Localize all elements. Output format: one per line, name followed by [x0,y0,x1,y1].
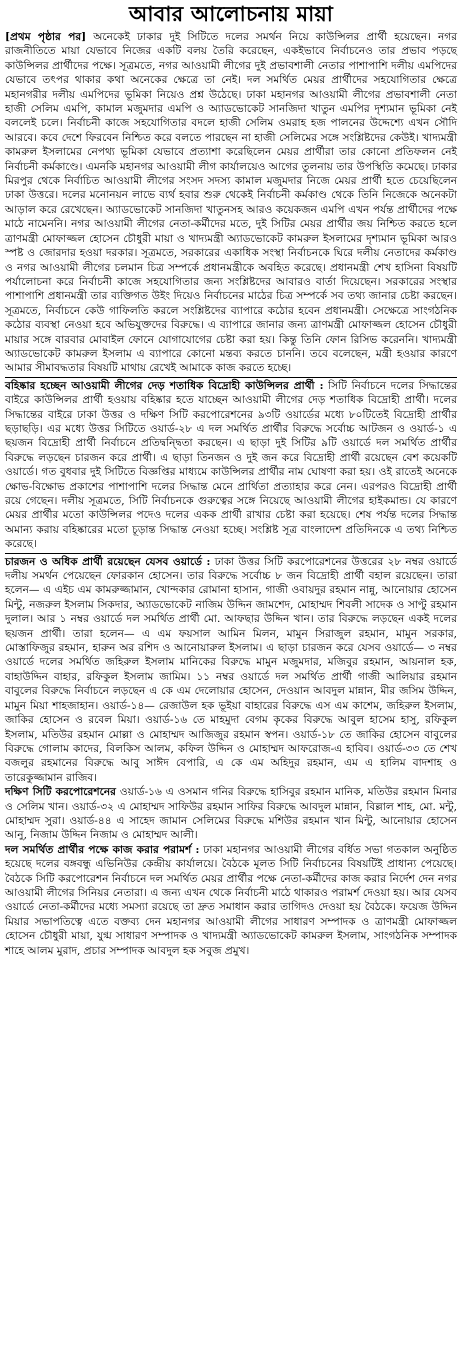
section-paragraph [5,379,457,552]
section-heading: দক্ষিণ সিটি করপোরেশনের [5,786,116,799]
section-divider [5,553,457,554]
section-heading: চারজন ও অধিক প্রার্থী রয়েছেন যেসব ওয়ার্ডে : [5,555,211,568]
section-text: ওয়ার্ড-১৬ এ ওসমান গনির বিরুদ্ধে হাসিবুর রহমান মানিক, মতিউর রহমান মিনার ও সেলিম খান। ওয়ার্ড-৩২ এ মোহাম্মদ সাফিউর রহমান সাফির বিরুদ্ধে আবদুল মান্নান, বিল্লাল শাহ, মো. মন্টু, মোহাম্মদ সুরা। ওয়ার্ড-৪৪ এ সাহেদ জামান সেলিমের বিরুদ্ধে মশিউর রহমান খান মিন্টু, আনোয়ার হোসেন আনু, নিজাম উদ্দিন নিজাম ও মোহাম্মদ আলী। [5,786,457,842]
section-paragraph [5,843,457,958]
article-body [5,30,457,958]
section-text: ঢাকা উত্তর সিটি করপোরেশনের উত্তরের ২৮ নম্বর ওয়ার্ডে দলীয় সমর্থন পেয়েছেন ফোরকান হোসেন। তার বিরুদ্ধে সর্বোচ্চ ৮ জন বিদ্রোহী প্রার্থী বহাল রয়েছেন। তারা হলেন— এ এইচ এম কামরুজ্জামান, খোন্দকার রোমানা হাসান, গাজী ওবায়দুর রহমান নান্নু, আনোয়ার হোসেন মিন্টু, নজরুল ইসলাম সিকদার, অ্যাডভোকেট নাজিম উদ্দিন জামশেদ, মোহাম্মদ শিবলী সাদেক ও সাণ্টু রহমান দুলাল। আর ১ নম্বর ওয়ার্ডে দল সমর্থিত প্রার্থী মো. আফছার উদ্দিন খান। তার বিরুদ্ধে লড়ছেন একই দলের ছয়জন প্রার্থী। তারা হলেন— এ এম ফয়সাল আমিন মিলন, মামুন সিরাজুল রহমান, মামুন সরকার, মোস্তাফিজুর রহমান, হারুন অর রশিদ ও আনোয়ারুল ইসলাম। এ ছাড়া চারজন করে যেসব ওয়ার্ডে— ৩ নম্বর ওয়ার্ডে দলের সমর্থিত জহিরুল ইসলাম মানিকের বিরুদ্ধে মামুন মজুমদার, মজিবুর রহমান, আয়নাল হক, বাহাউদ্দিন বাহার, রফিকুল ইসলাম জামিম। ১১ নম্বর ওয়ার্ডে দল সমর্থিত প্রার্থী গাজী আলিয়ার রহমান বাবুলের বিরুদ্ধে নির্বাচনে লড়ছেন এ কে এম দেলোয়ার হোসেন, দেওয়ান আবদুল মান্নান, মীর জসিম উদ্দিন, মামুন মিয়া শাহজাহান। ওয়ার্ড-১৪— রেজাউল হক ভূইয়া বাহারের বিরুদ্ধে এস এম কাশেম, জহিরুল ইসলাম, জাকির হোসেন ও রবেল মিয়া। ওয়ার্ড-১৬ তে মাহমুদা বেগম কৃকের বিরুদ্ধে আবুল হাসেম হাসু, রফিকুল ইসলাম, মতিউর রহমান মোল্লা ও মোহাম্মদ আজিজুর রহমান স্বপন। ওয়ার্ড-১৮ তে জাকির হোসেন বাবুলের বিরুদ্ধে গোলাম কাদের, বিলকিস আলম, কফিল উদ্দিন ও মোহাম্মদ আফরোজ-এ হাবিব। ওয়ার্ড-৩৩ তে শেখ বজলুর রহমানের বিরুদ্ধে আবু সাঈদ বেপারি, এ কে এম অহিদুর রহমান, এম এ হালিম বাদশাহ ও তারেকুজ্জামান রাজিব। [5,555,457,784]
section-text: ঢাকা মহানগর আওয়ামী লীগের বর্ধিত সভা গতকাল অনুষ্ঠিত হয়েছে দলের বঙ্গবন্ধু এভিনিউর কেন্দ্রীয় কার্যালয়ে। বৈঠকে মূলত সিটি নির্বাচনের বিষয়টিই প্রাধান্য পেয়েছে। বৈঠকে সিটি করপোরেশন নির্বাচনে দল সমর্থিত মেয়র প্রার্থীর পক্ষে নেতা-কর্মীদের কাজ করার নির্দেশ দেন নগর আওয়ামী লীগের সিনিয়র নেতারা। এ জন্য এখন থেকে নির্বাচনী মাঠে থাকারও পরামর্শ দেওয়া হয়। আর যেসব ওয়ার্ডে নেতা-কর্মীদের মধ্যে সমস্যা রয়েছে তা দ্রুত সমাধান করার তাগিদও দেওয়া হয় বৈঠকে। ফয়েজ উদ্দিন মিয়ার সভাপতিত্বে এতে বক্তব্য দেন মহানগর আওয়ামী লীগের সাধারণ সম্পাদক ও ত্রাণমন্ত্রী মোফাজ্জল হোসেন চৌধুরী মায়া, যুগ্ম সাধারণ সম্পাদক ও খাদ্যমন্ত্রী অ্যাডভোকেট কামরুল ইসলাম, সাংগঠনিক সম্পাদক শাহে আলম মুরাদ, প্রচার সম্পাদক আবদুল হক সবুজ প্রমুখ। [5,843,457,957]
section-divider [5,377,457,378]
section-text: সিটি নির্বাচনে দলের সিদ্ধান্তের বাইরে কাউন্সিলর প্রার্থী হওয়ায় বহিষ্কার হতে যাচ্ছেন আওয়ামী লীগের দেড় শতাধিক বিদ্রোহী প্রার্থী। দলের সিদ্ধান্তের বাইরে ঢাকা উত্তর ও দক্ষিণ সিটি করপোরেশনের ৯৩টি ওয়ার্ডের মধ্যে ৮০টিতেই বিদ্রোহী প্রার্থীর ছড়াছড়ি। এর মধ্যে উত্তর সিটিতে ওয়ার্ড-২৮ এ দল সমর্থিত প্রার্থীর বিরুদ্ধে সর্বোচ্চ আটজন ও ওয়ার্ড-১ এ ছয়জন বিদ্রোহী প্রার্থী নির্বাচনে প্রতিদ্বন্দ্বিতা করছেন। এ ছাড়া দুই সিটির ৯টি ওয়ার্ডে দল সমর্থিত প্রার্থীর বিরুদ্ধে লড়ছেন চারজন করে প্রার্থী। এ ছাড়া তিনজন ও দুই জন করে বিদ্রোহী প্রার্থী রয়েছেন বেশ কয়েকটি ওয়ার্ডে। গত বুধবার দুই সিটিতে বিজ্ঞপ্তির মাধ্যমে কাউন্সিলর প্রার্থীর নাম ঘোষণা করা হয়। ওই রাতেই অনেকে ক্ষোভ-বিক্ষোভ প্রকাশের পাশাপাশি দলের সিদ্ধান্ত মেনে প্রার্থিতা প্রত্যাহার করে নেন। এরপরও বিদ্রোহী প্রার্থী রয়ে গেছেন। দলীয় সূত্রমতে, সিটি নির্বাচনকে গুরুত্বের সঙ্গে নিয়েছে আওয়ামী লীগের হাইকমান্ড। যে কারণে মেয়র প্রার্থীর মতো কাউন্সিলর পদেও দলের একক প্রার্থী রাখার চেষ্টা করা হয়েছে। শেষ পর্যন্ত দলের সিদ্ধান্ত অমান্য করায় বহিষ্কারের মতো চূড়ান্ত সিদ্ধান্ত নেওয়া হচ্ছে। সংশ্লিষ্ট সূত্র বাংলাদেশ প্রতিদিনকে এ তথ্য নিশ্চিত করেছে। [5,379,457,551]
lead-text: অনেকেই ঢাকার দুই সিটিতে দলের সমর্থন নিয়ে কাউন্সিলর প্রার্থী হয়েছেন। নগর রাজনীতিতে মায়া যেভাবে নিজের একটি বলয় তৈরি করেছেন, একইভাবে নির্বাচনেও তার প্রভাব পড়ছে কাউন্সিলর প্রার্থীদের পক্ষে। সূত্রমতে, নগর আওয়ামী লীগের দুই প্রভাবশালী নেতার পাশাপাশি দলীয় এমপিদের যেভাবে তৎপর থাকার কথা অনেকের ক্ষেত্রে তা নেই। দল সমর্থিত মেয়র প্রার্থীদের সহযোগিতার ক্ষেত্রে মহানগরীর দলীয় এমপিদের ভূমিকা নিয়েও প্রশ্ন উঠেছে। ঢাকা মহানগর আওয়ামী লীগের প্রভাবশালী নেতা হাজী সেলিম এমপি, কামাল মজুমদার এমপি ও অ্যাডভোকেট সানজিদা খাতুন এমপির দৃশ্যমান ভূমিকা নেই বললেই চলে। নির্বাচনী কাজে সহযোগিতার বদলে হাজী সেলিম ওমরাহ হজ পালনের উদ্দেশ্যে এখন সৌদি আরবে। কবে দেশে ফিরবেন নিশ্চিত করে বলতে পারছেন না হাজী সেলিমের সঙ্গে সংশ্লিষ্টদের কেউই। খাদ্যমন্ত্রী কামরুল ইসলামের নেপথ্য ভূমিকা যেভাবে প্রত্যাশা করেছিলেন মেয়র প্রার্থীরা তার কোনো প্রতিফলন নেই নির্বাচনী কর্মকাণ্ডে। এমনকি মহানগর আওয়ামী লীগ কার্যালয়েও আগের তুলনায় তার উপস্থিতি কমেছে। ঢাকার মিরপুর থেকে নির্বাচিত আওয়ামী লীগের সংসদ সদস্য কামাল মজুমদার নিজে মেয়র প্রার্থী হতে চেয়েছিলেন ঢাকা উত্তরে। দলের মনোনয়ন লাভে ব্যর্থ হবার শুরু থেকেই নির্বাচনী কর্মকাণ্ড থেকে তিনি নিজেকে অনেকটা আড়াল করে রেখেছেন। অ্যাডভোকেট সানজিদা খাতুনসহ আরও কয়েকজন এমপি এখন পর্যন্ত প্রার্থীদের পক্ষে মাঠে নামেননি। নগর আওয়ামী লীগের নেতা-কর্মীদের মতে, দুই সিটির মেয়র প্রার্থীর জয় নিশ্চিত করতে হলে ত্রাণমন্ত্রী মোফাজ্জল হোসেন চৌধুরী মায়া ও খাদ্যমন্ত্রী অ্যাডভোকেট কামরুল ইসলামের দৃশ্যমান ভূমিকা আরও স্পষ্ট ও জোরদার হওয়া দরকার। সূত্রমতে, সরকারের একাধিক সংস্থা নির্বাচনকে ঘিরে দলীয় নেতাদের কর্মকাণ্ড ও নগর আওয়ামী লীগের চলমান চিত্র সম্পর্কে প্রধানমন্ত্রীকে অবহিত করেছে। প্রধানমন্ত্রী শেখ হাসিনা বিষয়টি পর্যালোচনা করে নির্বাচনী কাজে সহযোগিতার জন্য সংশ্লিষ্টদের আবারও বার্তা দিয়েছেন। সরকারের সংস্থার পাশাপাশি প্রধানমন্ত্রী তার ব্যক্তিগত উইং দিয়েও নির্বাচনের মাঠের চিত্র সম্পর্কে সব তথ্য জানার চেষ্টা করছেন। সূত্রমতে, নির্বাচনে কেউ গাফিলতি করলে সংশ্লিষ্টদের ব্যাপারে কঠোর হবেন প্রধানমন্ত্রী। সেক্ষেত্রে সাংগঠনিক কঠোর ব্যবস্থা নেওয়া হবে অভিযুক্তদের বিরুদ্ধে। এ ব্যাপারে জানার জন্য ত্রাণমন্ত্রী মোফাজ্জল হোসেন চৌধুরী মায়ার সঙ্গে বারবার মোবাইল ফোনে যোগাযোগের চেষ্টা করা হয়। কিন্তু তিনি ফোন রিসিভ করেননি। খাদ্যমন্ত্রী অ্যাডভোকেট কামরুল ইসলাম এ ব্যাপারে কোনো মন্তব্য করতে চাননি। তবে বলেছেন, মন্ত্রী হওয়ার কারণে আমার সীমাবদ্ধতার বিষয়টি মাথায় রেখেই আমাকে কাজ করতে হচ্ছে। [5,31,458,375]
section-heading: দল সমর্থিত প্রার্থীর পক্ষে কাজ করার পরামর্শ : [5,843,200,856]
article-headline: আবার আলোচনায় মায়া [128,2,334,26]
continuation-tag: [প্রথম পৃষ্ঠার পর] [5,31,87,43]
section-heading: বহিষ্কার হচ্ছেন আওয়ামী লীগের দেড় শতাধিক বিদ্রোহী কাউন্সিলর প্রার্থী : [5,379,324,392]
section-paragraph [5,785,457,843]
lead-paragraph [5,30,457,376]
section-paragraph [5,555,457,786]
